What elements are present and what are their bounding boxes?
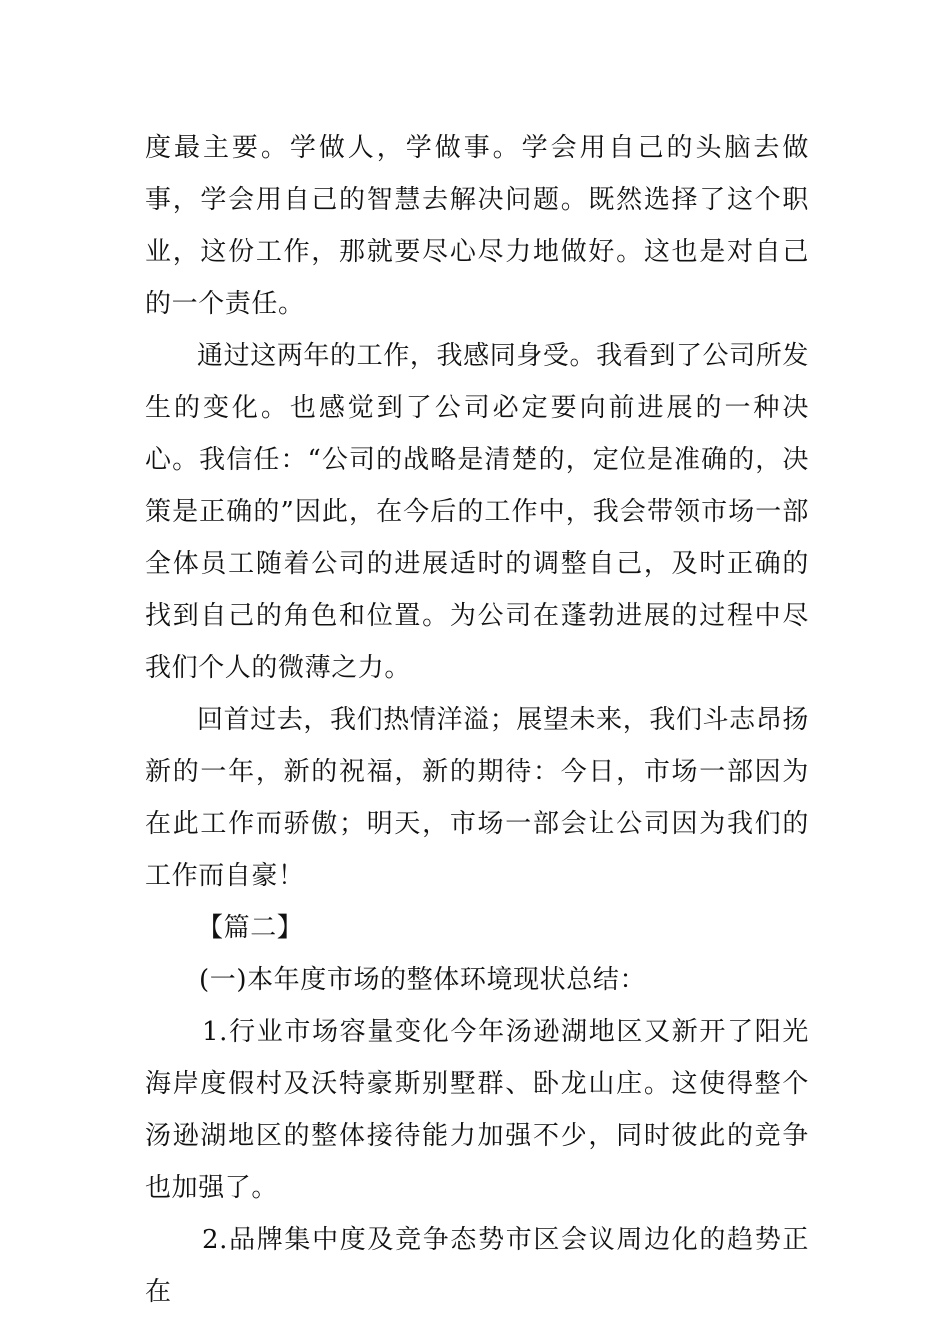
list-item-1: 1.行业市场容量变化今年汤逊湖地区又新开了阳光海岸度假村及沃特豪斯别墅群、卧龙山庄。这使得整个汤逊湖地区的整体接待能力加强不少，同时彼此的竞争也加强了。 (145, 1017, 809, 1203)
subsection-heading: (一)本年度市场的整体环境现状总结： (199, 965, 647, 995)
section-heading: 【篇二】 (197, 913, 304, 943)
paragraph-1: 度最主要。学做人，学做事。学会用自己的头脑去做事，学会用自己的智慧去解决问题。既然选择了这个职业，这份工作，那就要尽心尽力地做好。这也是对自己的一个责任。 (145, 133, 809, 319)
paragraph-2: 通过这两年的工作，我感同身受。我看到了公司所发生的变化。也感觉到了公司必定要向前进展的一种决心。我信任：“公司的战略是清楚的，定位是准确的，决策是正确的”因此，在今后的工作中，我会带领市场一部全体员工随着公司的进展适时的调整自己，及时正确的找到自己的角色和位置。为公司在蓬勃进展的过程中尽我们个人的微薄之力。 (145, 341, 809, 683)
paragraph-3: 回首过去，我们热情洋溢；展望未来，我们斗志昂扬新的一年，新的祝福，新的期待：今日，市场一部因为在此工作而骄傲；明天，市场一部会让公司因为我们的工作而自豪！ (145, 705, 809, 891)
document-body (145, 122, 809, 1318)
list-item-2: 2.品牌集中度及竞争态势市区会议周边化的趋势正在 (145, 1225, 809, 1307)
